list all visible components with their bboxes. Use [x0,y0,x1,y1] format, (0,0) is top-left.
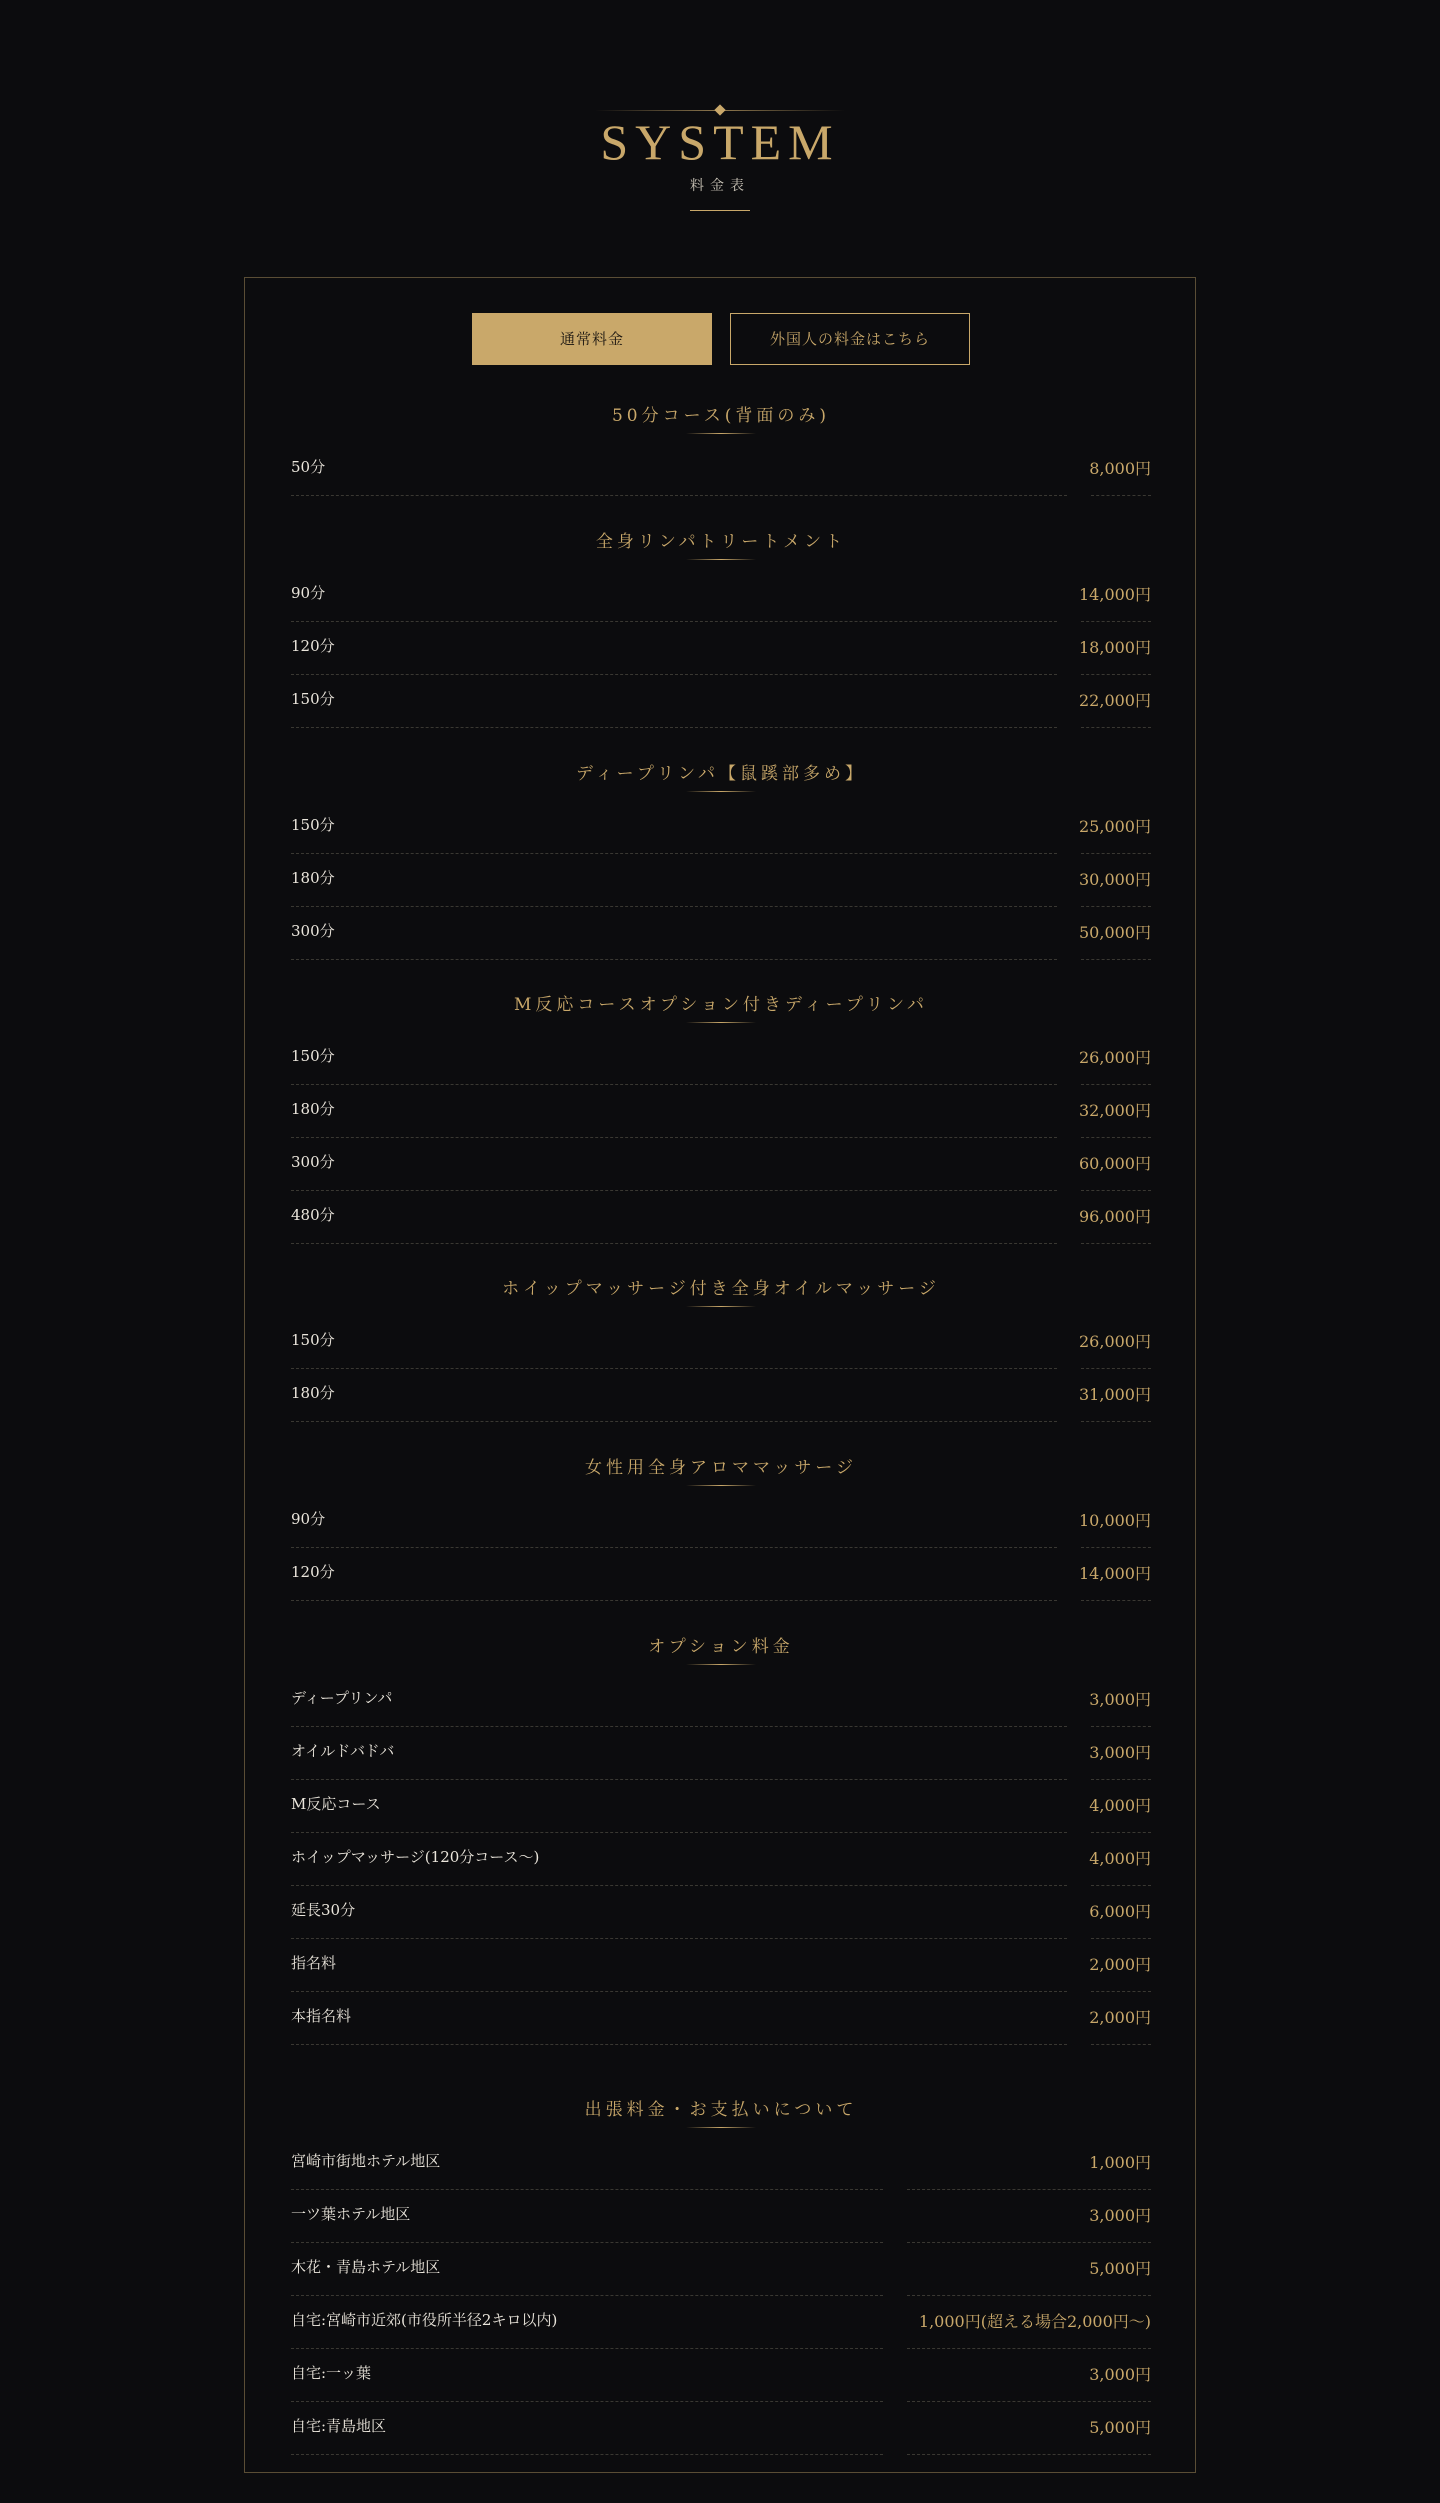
price-row [291,2296,1151,2349]
price-row-value: 4,000円 [1089,1849,1151,1868]
price-row-value: 3,000円 [1089,1743,1151,1762]
row-divider-right [1081,1421,1151,1422]
price-row-value: 31,000円 [1079,1385,1151,1404]
price-row-value: 6,000円 [1089,1902,1151,1921]
price-row-label: 自宅:宮崎市近郊(市役所半径2キロ以内) [291,2311,558,2329]
price-row-value: 26,000円 [1079,1332,1151,1351]
price-panel [244,277,1196,2473]
price-row [291,1939,1151,1992]
price-row-label: 180分 [291,1100,335,1118]
row-divider-left [291,2454,883,2455]
price-row-value: 1,000円 [1089,2153,1151,2172]
section-title-underline [686,433,756,434]
section-title-text: 出張料金・お支払いについて [584,2100,858,2120]
price-row-label: 指名料 [291,1954,337,1972]
section-title [291,529,1151,569]
section-travel-fees [291,2097,1151,2455]
price-row-value: 26,000円 [1079,1048,1151,1067]
section-title-text: 全身リンパトリートメント [595,532,847,552]
page-subtitle: 料金表 [690,178,750,194]
section-title-text: ホイップマッサージ付き全身オイルマッサージ [502,1279,940,1299]
price-row-label: 300分 [291,922,335,940]
section-title [291,992,1151,1032]
price-row [291,1085,1151,1138]
section-title [291,761,1151,801]
section-50min [291,403,1151,496]
price-row-value: 3,000円 [1089,1690,1151,1709]
section-title-underline [686,2127,756,2128]
price-row-value: 25,000円 [1079,817,1151,836]
section-title [291,1455,1151,1495]
section-female-aroma [291,1455,1151,1601]
price-row [291,1495,1151,1548]
section-title-underline [686,1664,756,1665]
price-row-label: 50分 [291,458,326,476]
section-title-text: 女性用全身アロママッサージ [585,1458,857,1478]
price-row [291,1032,1151,1085]
row-divider-left [291,1421,1057,1422]
price-row-value: 1,000円(超える場合2,000円〜) [918,2312,1151,2331]
price-row-label: 300分 [291,1153,335,1171]
price-row-label: 宮崎市街地ホテル地区 [291,2152,441,2170]
section-title-underline [686,559,756,560]
price-row-label: 本指名料 [291,2007,352,2025]
price-row [291,1674,1151,1727]
price-row-value: 22,000円 [1079,691,1151,710]
row-divider-right [907,2454,1151,2455]
price-row-label: 延長30分 [291,1901,356,1919]
price-row-label: 150分 [291,1331,335,1349]
section-deep-lymph [291,761,1151,960]
price-row-value: 60,000円 [1079,1154,1151,1173]
row-divider-right [1091,2044,1151,2045]
price-row [291,2243,1151,2296]
price-row-label: 150分 [291,690,335,708]
price-row-label: 90分 [291,584,326,602]
price-row [291,1369,1151,1422]
price-row-value: 4,000円 [1089,1796,1151,1815]
section-title [291,1276,1151,1316]
section-title-underline [686,1306,756,1307]
price-row-value: 3,000円 [1089,2206,1151,2225]
row-divider-right [1081,727,1151,728]
price-row [291,1316,1151,1369]
price-row-label: M反応コース [291,1795,381,1813]
section-title-underline [686,791,756,792]
price-row-value: 8,000円 [1089,459,1151,478]
row-divider-right [1091,495,1151,496]
price-row [291,622,1151,675]
price-row-value: 5,000円 [1089,2418,1151,2437]
section-title-text: M反応コースオプション付きディープリンパ [514,995,928,1015]
price-row [291,1548,1151,1601]
price-tabs [472,313,970,365]
row-divider-left [291,2044,1067,2045]
header-underline [690,210,750,211]
section-m-reaction [291,992,1151,1244]
price-row-label: 180分 [291,869,335,887]
price-row-label: 150分 [291,816,335,834]
price-row-value: 3,000円 [1089,2365,1151,2384]
price-row-value: 14,000円 [1079,585,1151,604]
price-row [291,2349,1151,2402]
price-row [291,2137,1151,2190]
price-row-value: 32,000円 [1079,1101,1151,1120]
tab-foreign-price[interactable]: 外国人の料金はこちら [730,313,970,365]
row-divider-left [291,727,1057,728]
price-row [291,1780,1151,1833]
price-row [291,2402,1151,2455]
row-divider-left [291,495,1067,496]
price-row [291,1992,1151,2045]
row-divider-right [1081,1600,1151,1601]
price-row-value: 2,000円 [1089,1955,1151,1974]
price-row-value: 10,000円 [1079,1511,1151,1530]
page-title: SYSTEM [600,114,840,170]
price-row-label: 木花・青島ホテル地区 [291,2258,441,2276]
price-row-value: 5,000円 [1089,2259,1151,2278]
price-row [291,1727,1151,1780]
section-title-text: オプション料金 [648,1637,794,1657]
section-title-underline [686,1485,756,1486]
price-row-label: 90分 [291,1510,326,1528]
price-row-label: ディープリンパ [291,1689,393,1707]
price-row [291,1833,1151,1886]
price-row-label: 自宅:青島地区 [291,2417,387,2435]
price-row-label: 自宅:一ッ葉 [291,2364,372,2382]
row-divider-left [291,959,1057,960]
tab-normal-price[interactable]: 通常料金 [472,313,712,365]
price-row [291,1886,1151,1939]
price-row-label: 180分 [291,1384,335,1402]
price-row-label: オイルドバドバ [291,1742,395,1760]
price-row [291,1138,1151,1191]
section-full-lymph [291,529,1151,728]
price-row [291,2190,1151,2243]
price-row-label: 150分 [291,1047,335,1065]
price-row-value: 30,000円 [1079,870,1151,889]
row-divider-left [291,1243,1057,1244]
price-row-label: 一ツ葉ホテル地区 [291,2205,411,2223]
price-row-label: 480分 [291,1206,335,1224]
section-title-text: 50分コース(背面のみ) [611,406,831,426]
section-title-underline [686,1022,756,1023]
price-row-value: 14,000円 [1079,1564,1151,1583]
price-row [291,443,1151,496]
row-divider-right [1081,959,1151,960]
price-row-value: 96,000円 [1079,1207,1151,1226]
row-divider-right [1081,1243,1151,1244]
price-row [291,801,1151,854]
price-row-value: 2,000円 [1089,2008,1151,2027]
price-row [291,675,1151,728]
section-options [291,1634,1151,2045]
price-row-label: ホイップマッサージ(120分コース〜) [291,1848,540,1866]
price-row [291,854,1151,907]
price-row-value: 18,000円 [1079,638,1151,657]
price-row-label: 120分 [291,1563,335,1581]
price-row [291,569,1151,622]
price-row-value: 50,000円 [1079,923,1151,942]
price-row-label: 120分 [291,637,335,655]
price-row [291,1191,1151,1244]
section-title-text: ディープリンパ【鼠蹊部多め】 [576,764,866,784]
price-row [291,907,1151,960]
row-divider-left [291,1600,1057,1601]
section-title [291,1634,1151,1674]
section-title [291,2097,1151,2137]
section-whip-oil [291,1276,1151,1422]
section-title [291,403,1151,443]
